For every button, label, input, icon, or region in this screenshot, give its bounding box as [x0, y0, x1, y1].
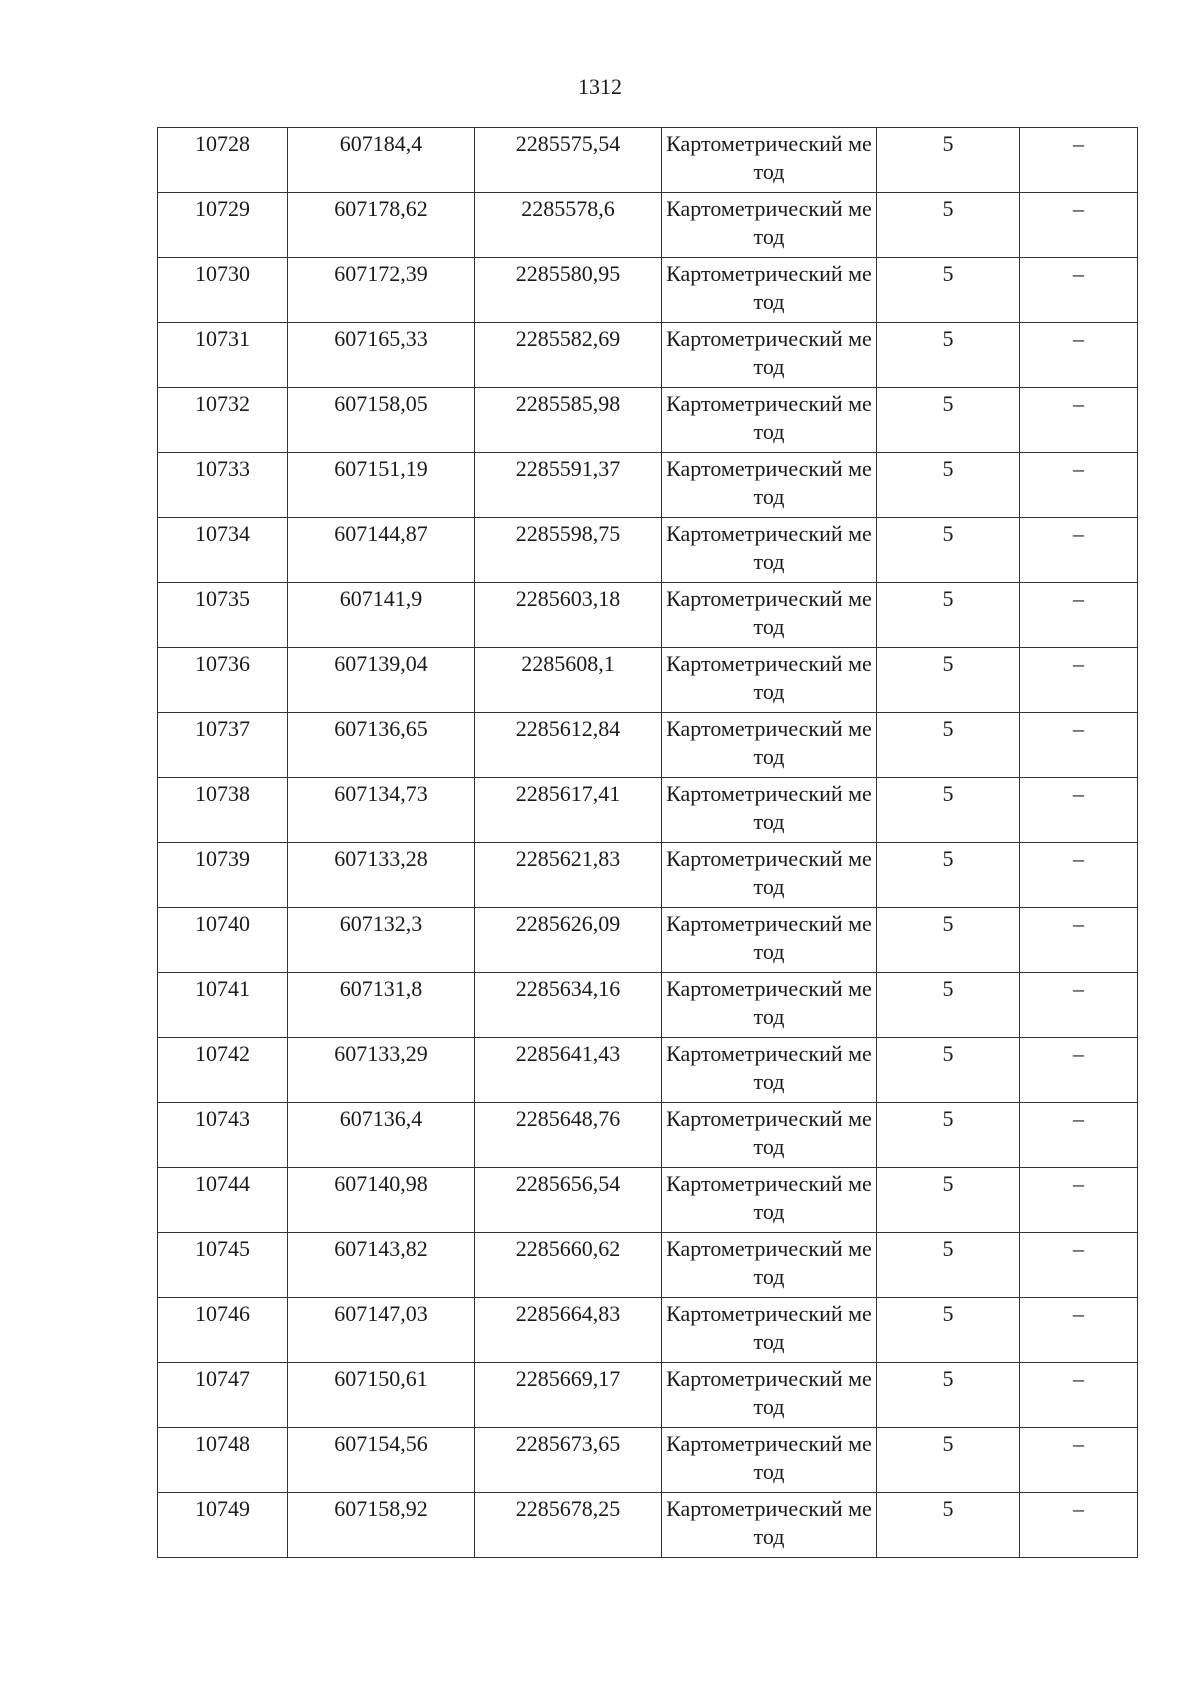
method-cell: Картометрический метод	[662, 648, 877, 713]
table-row	[158, 1168, 1138, 1233]
table-row	[158, 258, 1138, 323]
table-row	[158, 713, 1138, 778]
accuracy-cell: 5	[877, 1298, 1020, 1363]
method-cell: Картометрический метод	[662, 1298, 877, 1363]
method-cell: Картометрический метод	[662, 843, 877, 908]
note-cell: –	[1020, 1168, 1138, 1233]
note-cell: –	[1020, 128, 1138, 193]
x-coordinate-cell: 607131,8	[288, 973, 475, 1038]
note-cell: –	[1020, 1298, 1138, 1363]
y-coordinate-cell: 2285608,1	[475, 648, 662, 713]
point-number-cell: 10731	[158, 323, 288, 388]
table-row	[158, 648, 1138, 713]
table-row	[158, 778, 1138, 843]
page-number: 1312	[578, 74, 622, 99]
point-number-cell: 10734	[158, 518, 288, 583]
x-coordinate-cell: 607158,05	[288, 388, 475, 453]
note-cell: –	[1020, 973, 1138, 1038]
table-row	[158, 388, 1138, 453]
note-cell: –	[1020, 583, 1138, 648]
point-number-cell: 10748	[158, 1428, 288, 1493]
table-row	[158, 843, 1138, 908]
method-cell: Картометрический метод	[662, 258, 877, 323]
coordinates-table-body	[158, 128, 1138, 1558]
table-row	[158, 128, 1138, 193]
accuracy-cell: 5	[877, 648, 1020, 713]
x-coordinate-cell: 607151,19	[288, 453, 475, 518]
coordinates-table	[157, 127, 1138, 1558]
accuracy-cell: 5	[877, 388, 1020, 453]
y-coordinate-cell: 2285648,76	[475, 1103, 662, 1168]
y-coordinate-cell: 2285664,83	[475, 1298, 662, 1363]
method-cell: Картометрический метод	[662, 1168, 877, 1233]
method-cell: Картометрический метод	[662, 1233, 877, 1298]
accuracy-cell: 5	[877, 908, 1020, 973]
table-row	[158, 1233, 1138, 1298]
point-number-cell: 10741	[158, 973, 288, 1038]
x-coordinate-cell: 607141,9	[288, 583, 475, 648]
point-number-cell: 10739	[158, 843, 288, 908]
point-number-cell: 10749	[158, 1493, 288, 1558]
table-row	[158, 583, 1138, 648]
note-cell: –	[1020, 1233, 1138, 1298]
method-cell: Картометрический метод	[662, 1103, 877, 1168]
table-row	[158, 518, 1138, 583]
method-cell: Картометрический метод	[662, 388, 877, 453]
method-cell: Картометрический метод	[662, 518, 877, 583]
accuracy-cell: 5	[877, 1103, 1020, 1168]
accuracy-cell: 5	[877, 1428, 1020, 1493]
accuracy-cell: 5	[877, 1233, 1020, 1298]
point-number-cell: 10744	[158, 1168, 288, 1233]
x-coordinate-cell: 607136,4	[288, 1103, 475, 1168]
x-coordinate-cell: 607184,4	[288, 128, 475, 193]
method-cell: Картометрический метод	[662, 1038, 877, 1103]
method-cell: Картометрический метод	[662, 778, 877, 843]
method-cell: Картометрический метод	[662, 1493, 877, 1558]
y-coordinate-cell: 2285612,84	[475, 713, 662, 778]
note-cell: –	[1020, 1038, 1138, 1103]
table-row	[158, 1363, 1138, 1428]
table-row	[158, 1428, 1138, 1493]
method-cell: Картометрический метод	[662, 908, 877, 973]
x-coordinate-cell: 607136,65	[288, 713, 475, 778]
method-cell: Картометрический метод	[662, 323, 877, 388]
y-coordinate-cell: 2285580,95	[475, 258, 662, 323]
note-cell: –	[1020, 1103, 1138, 1168]
y-coordinate-cell: 2285582,69	[475, 323, 662, 388]
x-coordinate-cell: 607134,73	[288, 778, 475, 843]
y-coordinate-cell: 2285617,41	[475, 778, 662, 843]
accuracy-cell: 5	[877, 843, 1020, 908]
x-coordinate-cell: 607147,03	[288, 1298, 475, 1363]
accuracy-cell: 5	[877, 258, 1020, 323]
note-cell: –	[1020, 453, 1138, 518]
point-number-cell: 10730	[158, 258, 288, 323]
accuracy-cell: 5	[877, 1038, 1020, 1103]
accuracy-cell: 5	[877, 193, 1020, 258]
y-coordinate-cell: 2285591,37	[475, 453, 662, 518]
point-number-cell: 10743	[158, 1103, 288, 1168]
note-cell: –	[1020, 258, 1138, 323]
y-coordinate-cell: 2285626,09	[475, 908, 662, 973]
x-coordinate-cell: 607133,29	[288, 1038, 475, 1103]
note-cell: –	[1020, 388, 1138, 453]
note-cell: –	[1020, 193, 1138, 258]
table-row	[158, 1493, 1138, 1558]
method-cell: Картометрический метод	[662, 128, 877, 193]
point-number-cell: 10742	[158, 1038, 288, 1103]
x-coordinate-cell: 607140,98	[288, 1168, 475, 1233]
y-coordinate-cell: 2285598,75	[475, 518, 662, 583]
x-coordinate-cell: 607133,28	[288, 843, 475, 908]
point-number-cell: 10735	[158, 583, 288, 648]
x-coordinate-cell: 607172,39	[288, 258, 475, 323]
y-coordinate-cell: 2285578,6	[475, 193, 662, 258]
table-row	[158, 453, 1138, 518]
table-row	[158, 908, 1138, 973]
note-cell: –	[1020, 518, 1138, 583]
point-number-cell: 10737	[158, 713, 288, 778]
method-cell: Картометрический метод	[662, 973, 877, 1038]
table-row	[158, 1038, 1138, 1103]
method-cell: Картометрический метод	[662, 193, 877, 258]
y-coordinate-cell: 2285603,18	[475, 583, 662, 648]
x-coordinate-cell: 607158,92	[288, 1493, 475, 1558]
point-number-cell: 10732	[158, 388, 288, 453]
accuracy-cell: 5	[877, 453, 1020, 518]
y-coordinate-cell: 2285634,16	[475, 973, 662, 1038]
x-coordinate-cell: 607132,3	[288, 908, 475, 973]
x-coordinate-cell: 607144,87	[288, 518, 475, 583]
y-coordinate-cell: 2285575,54	[475, 128, 662, 193]
note-cell: –	[1020, 1493, 1138, 1558]
table-row	[158, 323, 1138, 388]
table-row	[158, 193, 1138, 258]
point-number-cell: 10736	[158, 648, 288, 713]
note-cell: –	[1020, 713, 1138, 778]
y-coordinate-cell: 2285673,65	[475, 1428, 662, 1493]
accuracy-cell: 5	[877, 128, 1020, 193]
y-coordinate-cell: 2285656,54	[475, 1168, 662, 1233]
note-cell: –	[1020, 778, 1138, 843]
x-coordinate-cell: 607139,04	[288, 648, 475, 713]
x-coordinate-cell: 607143,82	[288, 1233, 475, 1298]
note-cell: –	[1020, 1363, 1138, 1428]
table-row	[158, 973, 1138, 1038]
accuracy-cell: 5	[877, 323, 1020, 388]
method-cell: Картометрический метод	[662, 1428, 877, 1493]
accuracy-cell: 5	[877, 973, 1020, 1038]
x-coordinate-cell: 607178,62	[288, 193, 475, 258]
y-coordinate-cell: 2285660,62	[475, 1233, 662, 1298]
point-number-cell: 10747	[158, 1363, 288, 1428]
method-cell: Картометрический метод	[662, 453, 877, 518]
note-cell: –	[1020, 908, 1138, 973]
note-cell: –	[1020, 843, 1138, 908]
x-coordinate-cell: 607150,61	[288, 1363, 475, 1428]
point-number-cell: 10738	[158, 778, 288, 843]
point-number-cell: 10729	[158, 193, 288, 258]
x-coordinate-cell: 607154,56	[288, 1428, 475, 1493]
accuracy-cell: 5	[877, 518, 1020, 583]
table-row	[158, 1103, 1138, 1168]
accuracy-cell: 5	[877, 1493, 1020, 1558]
note-cell: –	[1020, 323, 1138, 388]
y-coordinate-cell: 2285585,98	[475, 388, 662, 453]
y-coordinate-cell: 2285641,43	[475, 1038, 662, 1103]
note-cell: –	[1020, 648, 1138, 713]
point-number-cell: 10728	[158, 128, 288, 193]
y-coordinate-cell: 2285621,83	[475, 843, 662, 908]
accuracy-cell: 5	[877, 1168, 1020, 1233]
point-number-cell: 10740	[158, 908, 288, 973]
accuracy-cell: 5	[877, 583, 1020, 648]
method-cell: Картометрический метод	[662, 1363, 877, 1428]
y-coordinate-cell: 2285669,17	[475, 1363, 662, 1428]
point-number-cell: 10745	[158, 1233, 288, 1298]
accuracy-cell: 5	[877, 713, 1020, 778]
point-number-cell: 10733	[158, 453, 288, 518]
method-cell: Картометрический метод	[662, 713, 877, 778]
y-coordinate-cell: 2285678,25	[475, 1493, 662, 1558]
method-cell: Картометрический метод	[662, 583, 877, 648]
accuracy-cell: 5	[877, 778, 1020, 843]
note-cell: –	[1020, 1428, 1138, 1493]
accuracy-cell: 5	[877, 1363, 1020, 1428]
table-row	[158, 1298, 1138, 1363]
point-number-cell: 10746	[158, 1298, 288, 1363]
x-coordinate-cell: 607165,33	[288, 323, 475, 388]
